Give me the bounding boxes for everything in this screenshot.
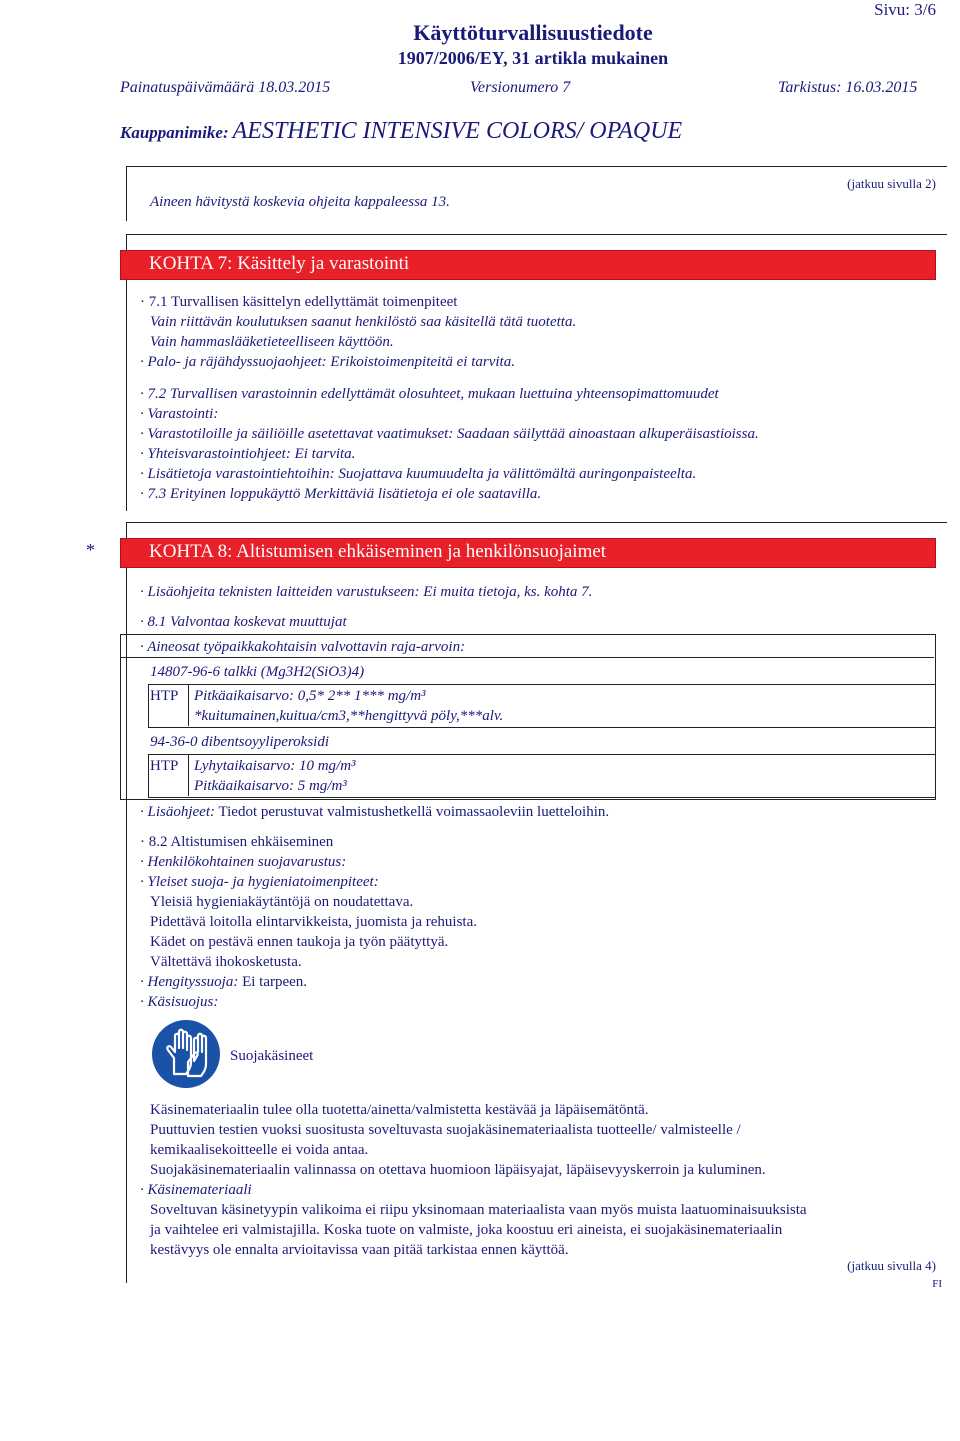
fire-label: · Palo- ja räjähdyssuojaohjeet: [140,354,327,370]
hygiene-line-2: Pidettävä loitolla elintarvikkeista, juomista ja rehuista. [150,914,478,930]
print-date: Painatuspäivämäärä 18.03.2015 [120,79,331,96]
substance-2-name: 94-36-0 dibentsoyyliperoksidi [150,734,329,750]
s71-title: · 7.1 Turvallisen käsittelyn edellyttämät toimenpiteet [140,294,458,310]
continued-to: (jatkuu sivulla 4) [847,1258,936,1273]
s72-title: · 7.2 Turvallisen varastoinnin edellyttämät olosuhteet, mukaan luettuina yhteensopimattomuudet [140,386,719,402]
limits-label: · Aineosat työpaikkakohtaisin valvottavin raja-arvoin: [140,639,466,655]
hand-line-3: kemikaalisekoitteelle ei voida antaa. [150,1142,369,1158]
language-code: FI [932,1278,942,1290]
substance-1-line1: Pitkäaikaisarvo: 0,5* 2** 1*** mg/m³ [194,688,426,704]
technical-equipment-row [140,582,592,602]
additional-value: Tiedot perustuvat valmistushetkellä voimassaoleviin luetteloihin. [218,804,610,820]
section8-title: KOHTA 8: Altistumisen ehkäiseminen ja henkilönsuojaimet [149,541,607,562]
substance-2-col [188,754,189,796]
end-use-row [140,484,541,504]
s82-title: · 8.2 Altistumisen ehkäiseminen [140,834,334,850]
trade-name: AESTHETIC INTENSIVE COLORS/ OPAQUE [232,118,683,144]
section7-title: KOHTA 7: Käsittely ja varastointi [149,253,410,274]
resp-value: Ei tarpeen. [242,974,308,990]
s73-value: Merkittäviä lisätietoja ei ole saatavilla. [304,486,542,502]
additional-info-row [140,802,609,822]
tech-value: Ei muita tietoja, ks. kohta 7. [423,584,593,600]
req-value: Saadaan säilyttää ainoastaan alkuperäisastioissa. [457,426,759,442]
substance-2-line2: Pitkäaikaisarvo: 5 mg/m³ [194,778,347,794]
section8-header [120,538,936,568]
s73-label: · 7.3 Erityinen loppukäyttö [140,486,301,502]
material-line-1: Soveltuvan käsinetyypin valikoima ei riipu yksinomaan materiaalista vaan myös muista laatuominaisuuksista [150,1202,807,1218]
hygiene-label: · Yleiset suoja- ja hygieniatoimenpiteet: [140,874,379,890]
revision-date: Tarkistus: 16.03.2015 [778,79,918,96]
hand-line-2: Puuttuvien testien vuoksi suositusta soveltuvasta suojakäsinemateriaalista tuotteelle/ valmisteelle / [150,1122,741,1138]
section7-header [120,250,936,280]
s71-line1: Vain riittävän koulutuksen saanut henkilöstö saa käsitellä tätä tuotetta. [150,314,577,330]
substance-1-col [188,684,189,726]
continued-from: (jatkuu sivulla 2) [847,176,936,191]
document-title: Käyttöturvallisuustiedote [413,20,653,45]
substance-1-name: 14807-96-6 talkki (Mg3H2(SiO3)4) [150,664,365,680]
document-subtitle: 1907/2006/EY, 31 artikla mukainen [397,48,669,68]
s81-title: · 8.1 Valvontaa koskevat muuttujat [140,614,347,630]
disposal-note: Aineen hävitystä koskevia ohjeita kappaleessa 13. [150,194,450,210]
fire-value: Erikoistoimenpiteitä ei tarvita. [330,354,515,370]
extra-storage-row [140,464,696,484]
hand-line-1: Käsinemateriaalin tulee olla tuotetta/ainetta/valmistetta kestävää ja läpäisemätöntä. [150,1102,649,1118]
respiratory-row [140,972,307,992]
material-line-3: kestävyys ole ennalta arvioitavissa vaan pitää tarkistaa ennen käyttöä. [150,1242,569,1258]
resp-label: · Hengityssuoja: [140,974,239,990]
trade-name-row [120,118,682,145]
page-number: Sivu: 3/6 [874,0,936,19]
version-number: Versionumero 7 [470,79,571,96]
glove-material-label: · Käsinemateriaali [140,1182,252,1198]
revision-asterisk: * [86,540,95,560]
extra-value: Suojattava kuumuudelta ja välittömältä auringonpaisteelta. [338,466,697,482]
additional-label: · Lisäohjeet: [140,804,215,820]
req-label: · Varastotiloille ja säiliöille asetettavat vaatimukset: [140,426,454,442]
glove-caption: Suojakäsineet [230,1048,314,1064]
joint-label: · Yhteisvarastointiohjeet: [140,446,291,462]
substance-1-type: HTP [150,688,179,704]
s71-line2: Vain hammaslääketieteelliseen käyttöön. [150,334,394,350]
hygiene-line-4: Vältettävä ihokosketusta. [150,954,302,970]
hygiene-line-3: Kädet on pestävä ennen taukoja ja työn päätyttyä. [150,934,449,950]
trade-name-label: Kauppanimike: [120,123,229,142]
limits-divider [120,657,934,658]
material-line-2: ja vaihtelee eri valmistajilla. Koska tuote on valmiste, joka koostuu eri aineista, ei suojakäsinemateriaalin [150,1222,783,1238]
hygiene-line-1: Yleisiä hygieniakäytäntöjä on noudatettava. [150,894,414,910]
hand-protection-label: · Käsisuojus: [140,994,219,1010]
substance-2-line1: Lyhytaikaisarvo: 10 mg/m³ [194,758,356,774]
tech-label: · Lisäohjeita teknisten laitteiden varustukseen: [140,584,420,600]
joint-storage-row [140,444,355,464]
joint-value: Ei tarvita. [294,446,356,462]
storage-requirements-row [140,424,759,444]
fire-protection-row [140,352,515,372]
extra-label: · Lisätietoja varastointiehtoihin: [140,466,335,482]
hand-line-4: Suojakäsinemateriaalin valinnassa on otettava huomioon läpäisyajat, läpäisevyyskerroin ja kuluminen. [150,1162,766,1178]
storage-label: · Varastointi: [140,406,219,422]
substance-2-type: HTP [150,758,179,774]
protective-gloves-icon [150,1018,222,1090]
ppe-label: · Henkilökohtainen suojavarustus: [140,854,347,870]
substance-1-line2: *kuitumainen,kuitua/cm3,**hengittyvä pöly,***alv. [194,708,504,724]
